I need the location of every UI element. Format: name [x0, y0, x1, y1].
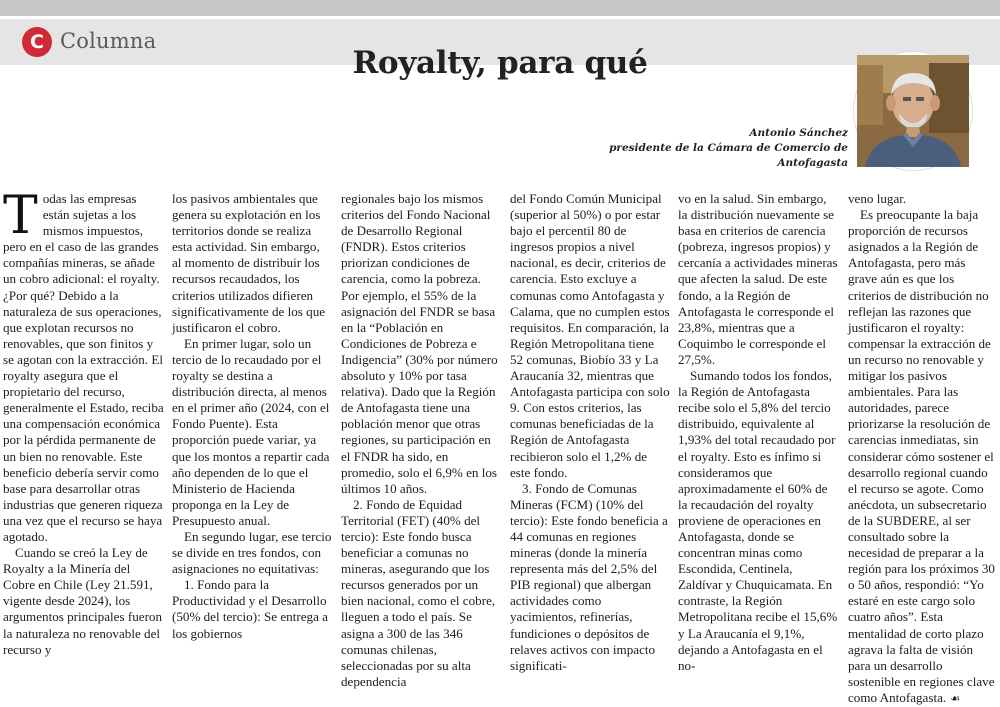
- end-of-article-icon: ☙: [950, 691, 961, 705]
- article-paragraph: 1. Fondo para la Productividad y el Desarrollo (50% del tercio): Se entrega a los gobiernos: [172, 577, 328, 641]
- section-badge-icon: C: [22, 27, 52, 57]
- article-column-2: [172, 191, 332, 642]
- article-column-1: [3, 186, 164, 658]
- article-paragraph: 3. Fondo de Comunas Mineras (FCM) (10% del tercio): Este fondo beneficia a 44 comunas en regiones mineras (donde la minería representa más del 2,5% del PIB regional) que albergan actividades como yacimientos, refinerías, fundiciones o depósitos de relaves activos con impacto significati-: [510, 480, 668, 673]
- drop-cap: T: [3, 186, 38, 246]
- article-column-4: [510, 191, 670, 674]
- article-paragraph: En primer lugar, solo un tercio de lo recaudado por el royalty se destina a distribución directa, al menos en el primer año (2024, con el Fondo Puente). Esta proporción puede variar, ya que los montos a repartir cada año dependen de lo que el Ministerio de Hacienda proponga en la Ley de Presupuesto anual.: [172, 335, 330, 528]
- article-paragraph: 2. Fondo de Equidad Territorial (FET) (40% del tercio): Este fondo busca beneficiar a comunas no mineras, asegurando que los recursos generados por un bien nacional, como el cobre, lleguen a todo el país. Se asigna a 300 de las 346 comunas chilenas, seleccionadas por su alta dependencia: [341, 496, 496, 689]
- author-byline: [560, 126, 848, 171]
- article-headline: Royalty, para qué: [352, 45, 648, 81]
- article-paragraph: veno lugar.: [848, 191, 907, 206]
- author-role: presidente de la Cámara de Comercio de: [609, 142, 848, 154]
- article-column-5: [678, 191, 838, 674]
- article-paragraph: En segundo lugar, ese tercio se divide en tres fondos, con asignaciones no equitativas:: [172, 528, 332, 577]
- top-strip: [0, 0, 1000, 16]
- author-name: Antonio Sánchez: [749, 127, 848, 139]
- article-paragraph: vo en la salud. Sin embargo, la distribución nuevamente se basa en criterios de carencia (pobreza, ingresos propios) y cercanía a actividades mineras que afecten la salud. De este fondo, a la Región de Antofagasta le corresponde el 23,8%, mientras que a Coquimbo le corresponde el 27,5%.: [678, 191, 838, 367]
- article-paragraph: Sumando todos los fondos, la Región de Antofagasta recibe solo el 5,8% del tercio distribuido, equivalente al 1,93% del total recaudado por el royalty. Esto es ínfimo si consideramos que aproximadamente el 60% de la recaudación del royalty proviene de operaciones en Antofagasta, donde se concentran minas como Escondida, Centinela, Zaldívar y Chuquicamata. En contraste, la Región Metropolitana recibe el 15,6% y La Araucanía el 9,1%, dejando a Antofagasta en el no-: [678, 368, 838, 673]
- article-paragraph: Es preocupante la baja proporción de recursos asignados a la Región de Antofagasta, pero más grave aún es que los criterios de distribución no reflejan las razones que justificaron el royalty: compensar la extracción de un recurso no renovable y mitigar los pasivos ambientales. Para las autoridades, parece priorizarse la resolución de carencias inmediatas, sin considerar cómo sostener el desarrollo regional cuando el recurso se agote. Como anécdota, un subsecretario de la SUBDERE, al ser consultado sobre la necesidad de preparar a la región para los próximos 30 o 50 años, respondió: “Yo estaré en este cargo solo cuatro años”. Esta mentalidad de corto plazo agrava la falta de visión para un desarrollo sostenible en regiones clave como Antofagasta. ☙: [848, 207, 995, 705]
- article-paragraph: Todas las empresas están sujetas a los mismos impuestos, pero en el caso de las grandes compañías mineras, se añade un cobro adicional: el royalty. ¿Por qué? Debido a la naturaleza de sus operaciones, que explotan recursos no renovables, que son finitos y se agotan con la extracción. El royalty asegura que el propietario del recurso, generalmente el Estado, reciba una compensación económica por la pérdida permanente de un bien no renovable. Este beneficio debería servir como base para desarrollar otras industrias que generen riqueza una vez que el recurso se haya agotado.: [3, 186, 164, 544]
- author-organization: Antofagasta: [777, 157, 848, 169]
- author-portrait: [854, 52, 972, 170]
- author-photo-icon: [857, 55, 969, 167]
- article-paragraph: regionales bajo los mismos criterios del Fondo Nacional de Desarrollo Regional (FNDR). Estos criterios priorizan condiciones de carencia, como la pobreza. Por ejemplo, el 55% de la asignación del FNDR se basa en la “Población en Condiciones de Pobreza e Indigencia” (30% por número absoluto y 10% por tasa relativa). Dado que la Región de Antofagasta tiene una población menor que otras regiones, su participación en el FNDR ha sido, en promedio, solo el 6,9% en los últimos 10 años.: [341, 191, 498, 496]
- article-paragraph: del Fondo Común Municipal (superior al 50%) o por estar bajo el percentil 80 de ingresos propios a nivel nacional, es decir, criterios de carencia. Esto excluye a comunas como Antofagasta y Calama, que no cumplen estos requisitos. En comparación, la Región Metropolitana tiene 52 comunas, Biobío 33 y La Araucanía 32, mientras que Antofagasta participa con solo 9. Con estos criterios, las comunas beneficiadas de la Región de Antofagasta recibieron solo el 1,2% de este fondo.: [510, 191, 670, 480]
- section-label: Columna: [60, 29, 157, 53]
- article-column-3: [341, 191, 501, 690]
- article-paragraph: Cuando se creó la Ley de Royalty a la Minería del Cobre en Chile (Ley 21.591, vigente desde 2024), los argumentos principales fueron la naturaleza no renovable del recurso y: [3, 545, 163, 657]
- article-column-6: [848, 191, 996, 707]
- article-paragraph: los pasivos ambientales que genera su explotación en los territorios donde se realiza esta actividad. Sin embargo, al momento de distribuir los recursos recaudados, los criterios utilizados difieren significativamente de los que justificaron el cobro.: [172, 191, 326, 335]
